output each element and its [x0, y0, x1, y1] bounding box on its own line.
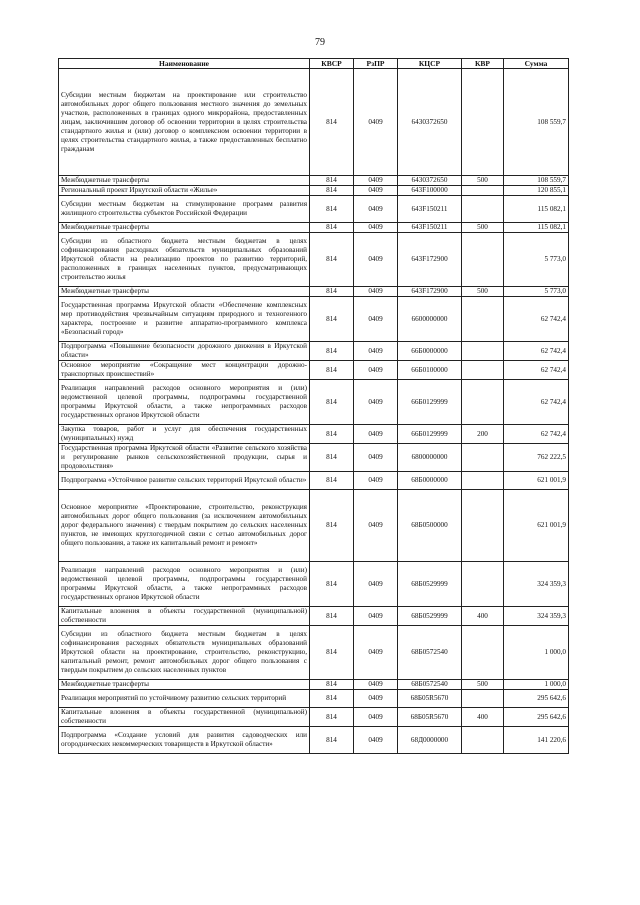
- cell-kvr: 200: [462, 425, 504, 444]
- cell-kcsr: 68Б05R5670: [398, 708, 462, 727]
- cell-sum: 295 642,6: [504, 708, 569, 727]
- header-kvsr: КВСР: [310, 59, 354, 69]
- cell-sum: 120 855,1: [504, 186, 569, 196]
- table-row: [59, 186, 569, 196]
- page-number: 79: [315, 37, 325, 48]
- cell-name: Закупка товаров, работ и услуг для обеспечения государственных (муниципальных) нужд: [59, 425, 310, 444]
- cell-name: Межбюджетные трансферты: [59, 223, 310, 233]
- cell-kcsr: 643F150211: [398, 196, 462, 223]
- cell-kcsr: 6430372650: [398, 176, 462, 186]
- cell-sum: 115 082,1: [504, 196, 569, 223]
- cell-name: Основное мероприятие «Проектирование, строительство, реконструкция автомобильных дорог общего пользования (за исключением автомобильных дорог федерального значения) с твердым покрытием до сельских населенных пунктов, не имеющих круглогодичной связи с сетью автомобильных дорог общего пользования, а также их капитальный ремонт и ремонт»: [59, 490, 310, 562]
- table-row: [59, 425, 569, 444]
- cell-kvsr: 814: [310, 425, 354, 444]
- cell-kvsr: 814: [310, 680, 354, 690]
- table-body: [59, 69, 569, 754]
- cell-kvr: [462, 626, 504, 680]
- cell-name: Реализация направлений расходов основного мероприятия и (или) ведомственной целевой программы, подпрограммы государственной программы Иркутской области, а также непрограммных расходов государственных органов Иркутской области: [59, 562, 310, 607]
- cell-sum: 324 359,3: [504, 607, 569, 626]
- cell-kvsr: 814: [310, 223, 354, 233]
- cell-kcsr: 66Б0100000: [398, 361, 462, 380]
- cell-kvsr: 814: [310, 562, 354, 607]
- cell-kcsr: 6600000000: [398, 297, 462, 342]
- cell-sum: 1 000,0: [504, 626, 569, 680]
- table-row: [59, 626, 569, 680]
- cell-rzpr: 0409: [354, 342, 398, 361]
- cell-kcsr: 643F150211: [398, 223, 462, 233]
- header-name: Наименование: [59, 59, 310, 69]
- cell-rzpr: 0409: [354, 287, 398, 297]
- cell-kcsr: 68Д0000000: [398, 727, 462, 754]
- table-row: [59, 562, 569, 607]
- table-row: [59, 380, 569, 425]
- cell-name: Субсидии местным бюджетам на проектирование или строительство автомобильных дорог общего пользования местного значения до земельных участков, расположенных в границах одного микрорайона, предоставленных лицам, заключившим договор об освоении территории в целях строительства стандартного жилья и (или) договор о комплексном освоении территории в целях строительства стандартного жилья, а также предоставленных бесплатно гражданам: [59, 69, 310, 176]
- cell-kvr: [462, 233, 504, 287]
- cell-kvsr: 814: [310, 196, 354, 223]
- cell-name: Субсидии местным бюджетам на стимулирование программ развития жилищного строительства субъектов Российской Федерации: [59, 196, 310, 223]
- header-sum: Сумма: [504, 59, 569, 69]
- table-row: [59, 297, 569, 342]
- cell-name: Государственная программа Иркутской области «Развитие сельского хозяйства и регулирование рынков сельскохозяйственной продукции, сырья и продовольствия»: [59, 444, 310, 472]
- cell-kvr: [462, 380, 504, 425]
- cell-rzpr: 0409: [354, 176, 398, 186]
- cell-kvr: 500: [462, 287, 504, 297]
- cell-name: Межбюджетные трансферты: [59, 680, 310, 690]
- cell-kvr: 500: [462, 176, 504, 186]
- cell-name: Межбюджетные трансферты: [59, 176, 310, 186]
- cell-kcsr: 6430372650: [398, 69, 462, 176]
- cell-kvsr: 814: [310, 690, 354, 708]
- cell-kvr: [462, 490, 504, 562]
- cell-name: Реализация направлений расходов основного мероприятия и (или) ведомственной целевой программы, подпрограммы государственной программы Иркутской области, а также непрограммных расходов государственных органов Иркутской области: [59, 380, 310, 425]
- cell-kvsr: 814: [310, 361, 354, 380]
- cell-kvsr: 814: [310, 380, 354, 425]
- table-row: [59, 69, 569, 176]
- table-row: [59, 607, 569, 626]
- cell-kvsr: 814: [310, 607, 354, 626]
- cell-sum: 62 742,4: [504, 297, 569, 342]
- header-rzpr: РзПР: [354, 59, 398, 69]
- cell-sum: 295 642,6: [504, 690, 569, 708]
- cell-kvr: 500: [462, 680, 504, 690]
- cell-kvsr: 814: [310, 444, 354, 472]
- cell-kvsr: 814: [310, 186, 354, 196]
- cell-kvr: [462, 444, 504, 472]
- cell-kvsr: 814: [310, 342, 354, 361]
- table-header-row: [59, 59, 569, 69]
- cell-name: Подпрограмма «Повышение безопасности дорожного движения в Иркутской области»: [59, 342, 310, 361]
- cell-rzpr: 0409: [354, 444, 398, 472]
- cell-name: Региональный проект Иркутской области «Жилье»: [59, 186, 310, 196]
- cell-name: Государственная программа Иркутской области «Обеспечение комплексных мер противодействия чрезвычайным ситуациям природного и техногенного характера, построение и развитие аппаратно-программного комплекса «Безопасный город»: [59, 297, 310, 342]
- cell-kcsr: 68Б0572540: [398, 680, 462, 690]
- cell-kvr: [462, 472, 504, 490]
- header-kvr: КВР: [462, 59, 504, 69]
- table-row: [59, 680, 569, 690]
- table-row: [59, 287, 569, 297]
- table-row: [59, 361, 569, 380]
- cell-rzpr: 0409: [354, 297, 398, 342]
- cell-rzpr: 0409: [354, 562, 398, 607]
- cell-kvr: 500: [462, 223, 504, 233]
- cell-kvsr: 814: [310, 297, 354, 342]
- cell-rzpr: 0409: [354, 186, 398, 196]
- cell-kvsr: 814: [310, 176, 354, 186]
- cell-kvr: [462, 361, 504, 380]
- cell-kvsr: 814: [310, 472, 354, 490]
- table-row: [59, 690, 569, 708]
- cell-kcsr: 68Б0000000: [398, 472, 462, 490]
- cell-kvr: 400: [462, 607, 504, 626]
- header-kcsr: КЦСР: [398, 59, 462, 69]
- cell-sum: 141 220,6: [504, 727, 569, 754]
- cell-rzpr: 0409: [354, 680, 398, 690]
- cell-sum: 5 773,0: [504, 233, 569, 287]
- cell-rzpr: 0409: [354, 425, 398, 444]
- cell-sum: 108 559,7: [504, 69, 569, 176]
- cell-kvsr: 814: [310, 727, 354, 754]
- cell-kcsr: 643F172900: [398, 233, 462, 287]
- cell-kcsr: 66Б0129999: [398, 380, 462, 425]
- table-row: [59, 233, 569, 287]
- cell-rzpr: 0409: [354, 490, 398, 562]
- cell-name: Подпрограмма «Устойчивое развитие сельских территорий Иркутской области»: [59, 472, 310, 490]
- cell-name: Основное мероприятие «Сокращение мест концентрации дорожно-транспортных происшествий»: [59, 361, 310, 380]
- table-row: [59, 490, 569, 562]
- cell-sum: 1 000,0: [504, 680, 569, 690]
- cell-name: Субсидии из областного бюджета местным бюджетам в целях софинансирования расходных обязательств муниципальных образований Иркутской области на реализацию проектов по развитию территорий, расположенных в границах населенных пунктов, предусматривающих строительство жилья: [59, 233, 310, 287]
- cell-name: Реализация мероприятий по устойчивому развитию сельских территорий: [59, 690, 310, 708]
- cell-sum: 324 359,3: [504, 562, 569, 607]
- cell-kcsr: 68Б0500000: [398, 490, 462, 562]
- table-row: [59, 196, 569, 223]
- cell-kvsr: 814: [310, 233, 354, 287]
- cell-sum: 762 222,5: [504, 444, 569, 472]
- cell-rzpr: 0409: [354, 69, 398, 176]
- cell-rzpr: 0409: [354, 708, 398, 727]
- table-row: [59, 342, 569, 361]
- cell-sum: 621 001,9: [504, 472, 569, 490]
- cell-kcsr: 68Б0529999: [398, 562, 462, 607]
- cell-kcsr: 643F100000: [398, 186, 462, 196]
- table-row: [59, 444, 569, 472]
- cell-kvsr: 814: [310, 490, 354, 562]
- cell-sum: 62 742,4: [504, 425, 569, 444]
- cell-sum: 108 559,7: [504, 176, 569, 186]
- cell-kvr: 400: [462, 708, 504, 727]
- table-row: [59, 472, 569, 490]
- cell-kcsr: 6800000000: [398, 444, 462, 472]
- cell-kvr: [462, 69, 504, 176]
- cell-kvr: [462, 342, 504, 361]
- cell-kcsr: 643F172900: [398, 287, 462, 297]
- cell-name: Капитальные вложения в объекты государственной (муниципальной) собственности: [59, 708, 310, 727]
- cell-rzpr: 0409: [354, 233, 398, 287]
- cell-kvr: [462, 727, 504, 754]
- cell-sum: 115 082,1: [504, 223, 569, 233]
- cell-name: Межбюджетные трансферты: [59, 287, 310, 297]
- cell-kvsr: 814: [310, 626, 354, 680]
- cell-rzpr: 0409: [354, 727, 398, 754]
- cell-rzpr: 0409: [354, 196, 398, 223]
- cell-rzpr: 0409: [354, 607, 398, 626]
- cell-kvsr: 814: [310, 287, 354, 297]
- cell-sum: 5 773,0: [504, 287, 569, 297]
- cell-rzpr: 0409: [354, 690, 398, 708]
- cell-kvr: [462, 196, 504, 223]
- cell-sum: 62 742,4: [504, 342, 569, 361]
- cell-name: Подпрограмма «Создание условий для развития садоводческих или огороднических некоммерческих товариществ в Иркутской области»: [59, 727, 310, 754]
- cell-kcsr: 68Б0529999: [398, 607, 462, 626]
- cell-kcsr: 68Б0572540: [398, 626, 462, 680]
- budget-table: [58, 58, 569, 754]
- cell-kvr: [462, 297, 504, 342]
- cell-kvr: [462, 690, 504, 708]
- cell-rzpr: 0409: [354, 472, 398, 490]
- cell-kvr: [462, 186, 504, 196]
- cell-sum: 62 742,4: [504, 380, 569, 425]
- cell-kvsr: 814: [310, 708, 354, 727]
- table-row: [59, 708, 569, 727]
- cell-sum: 62 742,4: [504, 361, 569, 380]
- table-row: [59, 223, 569, 233]
- cell-name: Субсидии из областного бюджета местным бюджетам в целях софинансирования расходных обязательств муниципальных образований Иркутской области на проектирование, строительство, реконструкцию, капитальный ремонт, ремонт автомобильных дорог общего пользования с твердым покрытием до сельских населенных пунктов: [59, 626, 310, 680]
- cell-rzpr: 0409: [354, 223, 398, 233]
- cell-kvr: [462, 562, 504, 607]
- cell-kcsr: 66Б0129999: [398, 425, 462, 444]
- cell-rzpr: 0409: [354, 361, 398, 380]
- cell-kcsr: 68Б05R5670: [398, 690, 462, 708]
- cell-kvsr: 814: [310, 69, 354, 176]
- cell-rzpr: 0409: [354, 380, 398, 425]
- cell-kcsr: 66Б0000000: [398, 342, 462, 361]
- cell-sum: 621 001,9: [504, 490, 569, 562]
- cell-rzpr: 0409: [354, 626, 398, 680]
- cell-name: Капитальные вложения в объекты государственной (муниципальной) собственности: [59, 607, 310, 626]
- table-row: [59, 176, 569, 186]
- table-row: [59, 727, 569, 754]
